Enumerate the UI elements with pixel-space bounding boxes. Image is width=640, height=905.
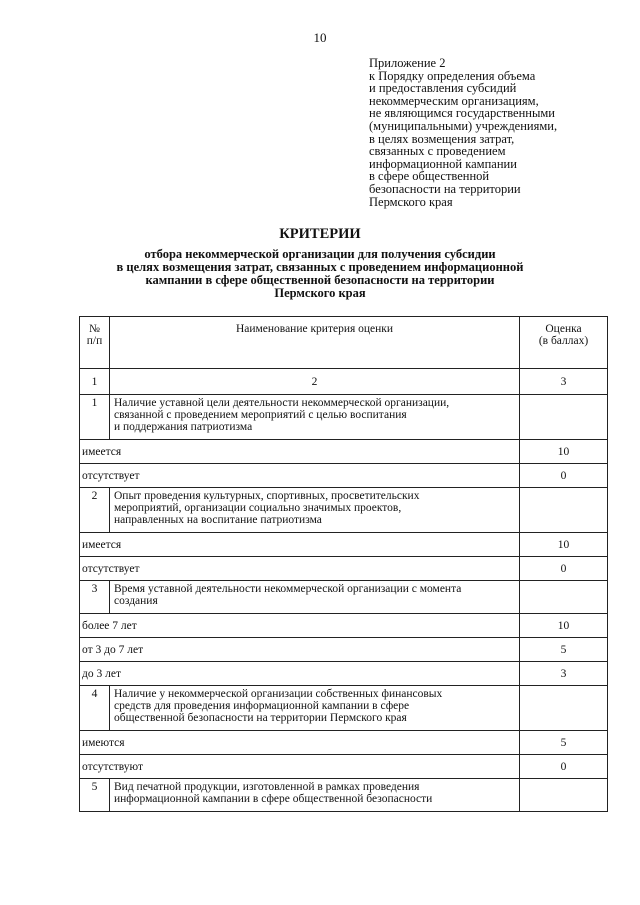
option-score: 5	[520, 731, 608, 755]
criterion-number: 2	[80, 488, 110, 533]
appendix-line: связанных с проведением	[369, 144, 506, 159]
header-name: Наименование критерия оценки	[110, 317, 520, 369]
criterion-row	[80, 581, 608, 614]
option-score: 0	[520, 464, 608, 488]
option-score: 5	[520, 638, 608, 662]
criterion-row	[80, 779, 608, 812]
criterion-description-line: информационной кампании в сфере общественной безопасности	[114, 793, 433, 805]
numbering-cell: 3	[520, 369, 608, 395]
option-score: 10	[520, 440, 608, 464]
appendix-line: Приложение 2	[369, 56, 446, 70]
document-subtitle	[60, 248, 580, 300]
table-header-row	[80, 317, 608, 369]
criterion-score-cell	[520, 488, 608, 533]
criterion-number: 3	[80, 581, 110, 614]
header-score-line: Оценка	[545, 323, 582, 335]
header-num-line: №	[89, 323, 100, 335]
appendix-note	[369, 57, 557, 208]
criterion-description	[110, 686, 520, 731]
option-label: более 7 лет	[80, 614, 520, 638]
appendix-line: некоммерческим организациям,	[369, 93, 539, 108]
document-title: КРИТЕРИИ	[279, 226, 361, 242]
appendix-line: к Порядку определения объема	[369, 68, 536, 83]
numbering-cell: 2	[110, 369, 520, 395]
page-number: 10	[313, 30, 327, 45]
appendix-line: и предоставления субсидий	[369, 81, 517, 96]
appendix-line: безопасности на территории	[369, 181, 521, 196]
criterion-description	[110, 581, 520, 614]
criterion-number: 4	[80, 686, 110, 731]
criterion-description	[110, 395, 520, 440]
option-row	[80, 638, 608, 662]
header-score	[520, 317, 608, 369]
appendix-line: информационной кампании	[369, 156, 517, 171]
option-row	[80, 557, 608, 581]
criterion-row	[80, 395, 608, 440]
criterion-description-line: Наличие у некоммерческой организации собственных финансовых	[114, 688, 443, 700]
option-row	[80, 614, 608, 638]
criterion-score-cell	[520, 581, 608, 614]
criterion-description-line: связанной с проведением мероприятий с целью воспитания	[114, 409, 407, 421]
criterion-description	[110, 488, 520, 533]
option-row	[80, 731, 608, 755]
criterion-description	[110, 779, 520, 812]
option-score: 10	[520, 533, 608, 557]
criterion-description-line: Вид печатной продукции, изготовленной в рамках проведения	[114, 781, 420, 793]
option-label: отсутствует	[80, 464, 520, 488]
option-score: 3	[520, 662, 608, 686]
option-label: отсутствуют	[80, 755, 520, 779]
option-score: 10	[520, 614, 608, 638]
criterion-row	[80, 488, 608, 533]
appendix-line: Пермского края	[369, 194, 453, 209]
numbering-row	[80, 369, 608, 395]
option-row	[80, 755, 608, 779]
criterion-description-line: средств для проведения информационной кампании в сфере	[114, 700, 410, 712]
option-row	[80, 440, 608, 464]
criterion-score-cell	[520, 395, 608, 440]
appendix-line: в целях возмещения затрат,	[369, 131, 515, 146]
subtitle-line: Пермского края	[274, 286, 366, 300]
appendix-line: не являющимся государственными	[369, 106, 555, 121]
criterion-description-line: общественной безопасности на территории Пермского края	[114, 712, 407, 724]
criterion-description-line: направленных на воспитание патриотизма	[114, 514, 322, 526]
criterion-number: 5	[80, 779, 110, 812]
appendix-line: (муниципальными) учреждениями,	[369, 118, 558, 133]
option-label: имеется	[80, 533, 520, 557]
criterion-description-line: Наличие уставной цели деятельности некоммерческой организации,	[114, 397, 450, 409]
criterion-row	[80, 686, 608, 731]
criterion-description-line: и поддержания патриотизма	[114, 421, 253, 433]
option-row	[80, 533, 608, 557]
numbering-cell: 1	[80, 369, 110, 395]
subtitle-line: кампании в сфере общественной безопасности на территории	[145, 273, 495, 287]
criterion-description-line: создания	[114, 595, 158, 607]
criterion-number: 1	[80, 395, 110, 440]
criterion-description-line: мероприятий, организации социально значимых проектов,	[114, 502, 402, 514]
option-label: до 3 лет	[80, 662, 520, 686]
option-row	[80, 464, 608, 488]
header-num-line: п/п	[86, 335, 103, 347]
option-label: имеются	[80, 731, 520, 755]
criteria-table	[79, 316, 608, 812]
criterion-score-cell	[520, 686, 608, 731]
option-score: 0	[520, 755, 608, 779]
option-row	[80, 662, 608, 686]
subtitle-line: отбора некоммерческой организации для получения субсидии	[144, 247, 496, 261]
criterion-score-cell	[520, 779, 608, 812]
criterion-description-line: Опыт проведения культурных, спортивных, просветительских	[114, 490, 420, 502]
option-label: отсутствует	[80, 557, 520, 581]
option-label: имеется	[80, 440, 520, 464]
criterion-description-line: Время уставной деятельности некоммерческой организации с момента	[114, 583, 462, 595]
appendix-line: в сфере общественной	[369, 169, 490, 184]
header-score-line: (в баллах)	[538, 335, 589, 347]
subtitle-line: в целях возмещения затрат, связанных с проведением информационной	[116, 260, 524, 274]
option-score: 0	[520, 557, 608, 581]
option-label: от 3 до 7 лет	[80, 638, 520, 662]
header-num	[80, 317, 110, 369]
